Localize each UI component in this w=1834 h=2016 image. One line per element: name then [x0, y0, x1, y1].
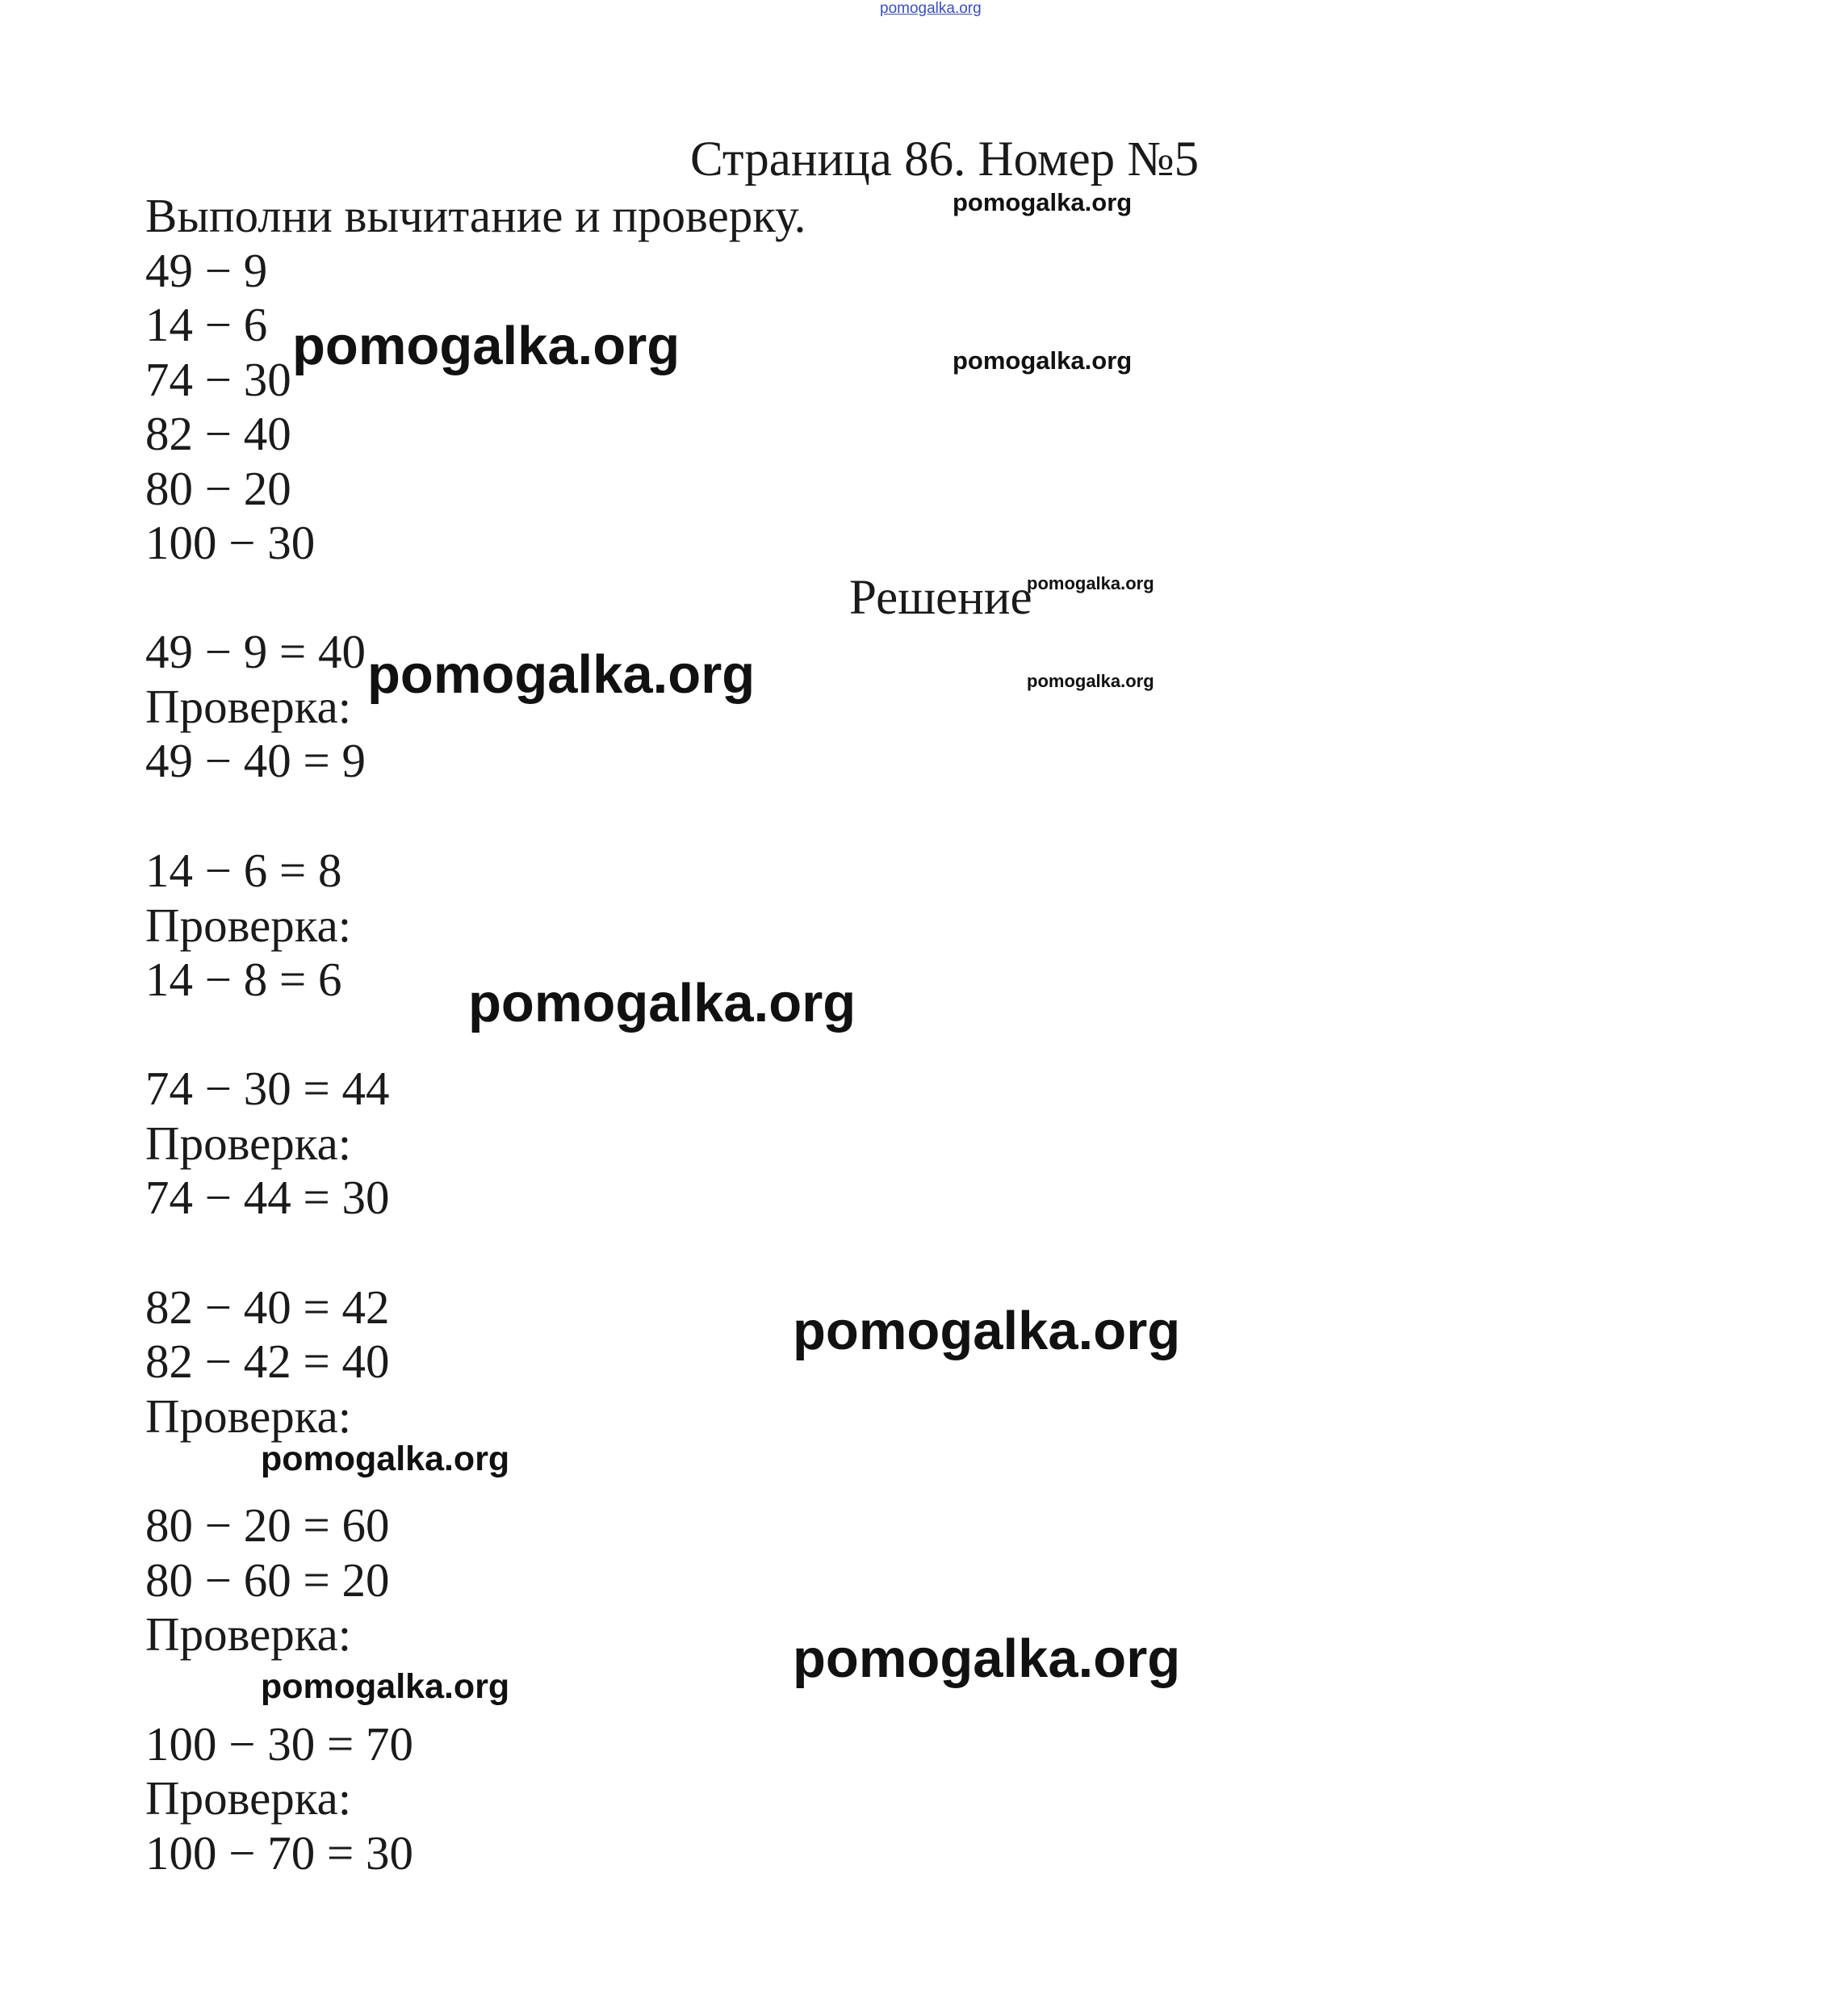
solution-equation: 49 − 9 = 40: [145, 625, 366, 678]
task-expression: 100 − 30: [145, 516, 316, 569]
task-instruction: Выполни вычитание и проверку.: [145, 189, 806, 242]
check-equation: 74 − 44 = 30: [145, 1171, 390, 1224]
check-equation: 80 − 60 = 20: [145, 1553, 390, 1607]
watermark: pomogalka.org: [953, 346, 1133, 375]
watermark: pomogalka.org: [261, 1440, 510, 1478]
watermark: pomogalka.org: [1027, 671, 1154, 691]
watermark: pomogalka.org: [793, 1628, 1181, 1689]
task-expression: 74 − 30: [145, 353, 291, 406]
watermark: pomogalka.org: [261, 1667, 510, 1706]
solution-equation: 80 − 20 = 60: [145, 1498, 390, 1552]
check-label: Проверка:: [145, 680, 352, 733]
watermark: pomogalka.org: [953, 188, 1133, 216]
check-label: Проверка:: [145, 899, 352, 952]
watermark: pomogalka.org: [1027, 573, 1154, 593]
check-label: Проверка:: [145, 1117, 352, 1170]
task-expression: 14 − 6: [145, 298, 268, 351]
check-equation: 14 − 8 = 6: [145, 953, 342, 1006]
watermark: pomogalka.org: [367, 644, 756, 705]
solution-equation: 82 − 40 = 42: [145, 1280, 390, 1334]
solution-equation: 100 − 30 = 70: [145, 1717, 414, 1771]
check-label: Проверка:: [145, 1771, 352, 1825]
task-expression: 82 − 40: [145, 407, 291, 460]
solution-equation: 14 − 6 = 8: [145, 844, 342, 897]
watermark: pomogalka.org: [468, 973, 856, 1033]
solution-heading: Решение: [849, 571, 1032, 625]
watermark: pomogalka.org: [292, 316, 680, 376]
check-equation: 100 − 70 = 30: [145, 1826, 414, 1880]
site-link[interactable]: pomogalka.org: [880, 0, 982, 17]
task-expression: 80 − 20: [145, 462, 291, 515]
task-expression: 49 − 9: [145, 244, 268, 297]
solution-equation: 74 − 30 = 44: [145, 1062, 390, 1115]
watermark: pomogalka.org: [793, 1301, 1181, 1361]
page-title: Страница 86. Номер №5: [690, 132, 1200, 187]
check-label: Проверка:: [145, 1607, 352, 1661]
check-equation: 49 − 40 = 9: [145, 734, 366, 787]
check-label: Проверка:: [145, 1389, 352, 1443]
check-equation: 82 − 42 = 40: [145, 1335, 390, 1388]
